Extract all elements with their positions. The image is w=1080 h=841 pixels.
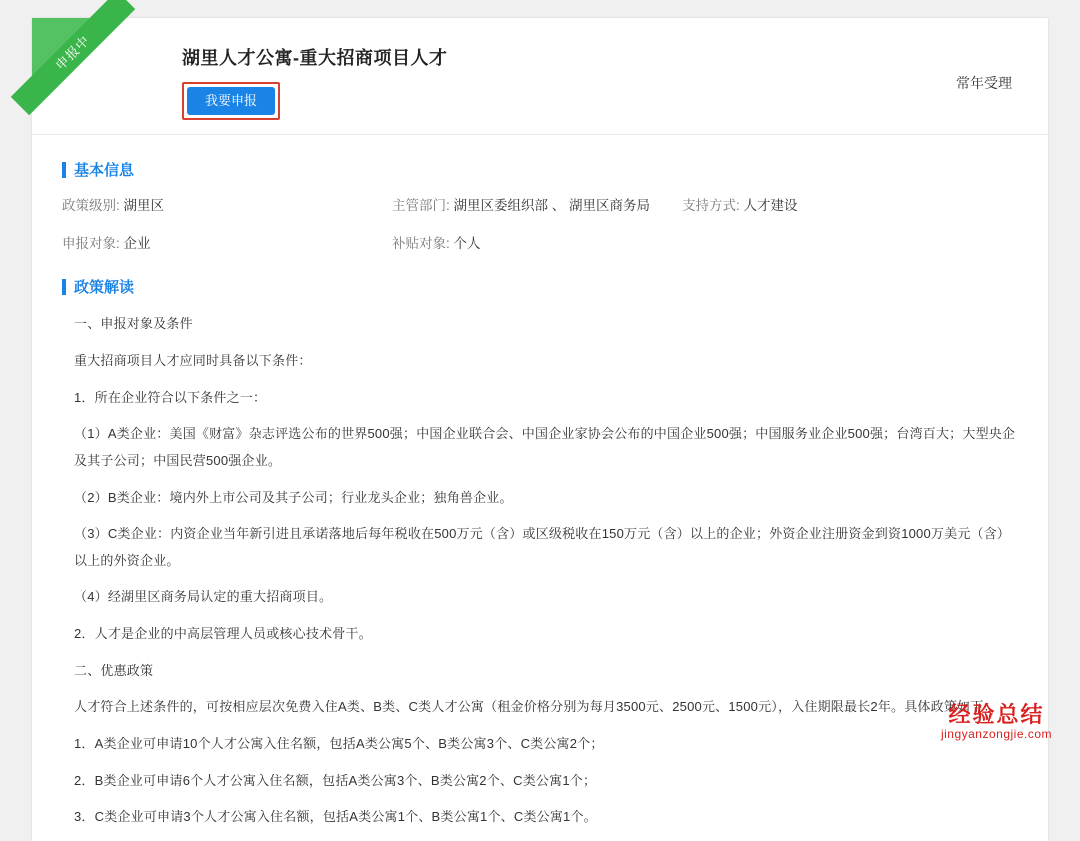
- section-label-policy: 政策解读: [74, 279, 135, 297]
- policy-paragraph: 二、优惠政策: [74, 662, 154, 678]
- policy-paragraph: （2）B类企业：境内外上市公司及其子公司；行业龙头企业；独角兽企业。: [74, 489, 513, 505]
- basic-info-grid: [62, 194, 1048, 252]
- card-header: [32, 18, 1048, 135]
- info-cell-subsidy-target: [392, 232, 682, 252]
- info-key: 主管部门:: [392, 198, 450, 214]
- info-key: 支持方式:: [682, 198, 740, 214]
- section-label-basic-info: 基本信息: [74, 162, 135, 180]
- section-title-policy: [62, 276, 1048, 297]
- policy-paragraph: 人才符合上述条件的，可按相应层次免费入住A类、B类、C类人才公寓（租金价格分别为每月3500元、2500元、1500元），入住期限最长2年。具体政策如下：: [74, 699, 997, 715]
- info-cell-applicant-type: [62, 232, 392, 252]
- policy-paragraph: （3）C类企业：内资企业当年新引进且承诺落地后每年税收在500万元（含）或区级税收在150万元（含）以上的企业；外资企业注册资金到资1000万美元（含）以上的外资企业。: [74, 526, 1011, 568]
- info-key: 申报对象:: [62, 236, 120, 252]
- policy-paragraph: 2．人才是企业的中高层管理人员或核心技术骨干。: [74, 626, 372, 642]
- policy-paragraph: 3．C类企业可申请3个人才公寓入住名额，包括A类公寓1个、B类公寓1个、C类公寓1个。: [74, 809, 597, 825]
- policy-content: [74, 311, 1018, 831]
- policy-paragraph: （4）经湖里区商务局认定的重大招商项目。: [74, 589, 333, 605]
- info-cell-support-type: [682, 194, 982, 214]
- info-value: 湖里区委组织部 、 湖里区商务局: [453, 198, 651, 214]
- watermark-sub-text: jingyanzongjie.com: [940, 727, 1052, 741]
- watermark: [941, 703, 1052, 741]
- info-value: 企业: [123, 236, 151, 252]
- policy-card: [32, 18, 1048, 841]
- info-key: 政策级别:: [62, 198, 120, 214]
- ribbon-label: 申报中: [11, 0, 135, 115]
- policy-paragraph: 一、申报对象及条件: [74, 316, 193, 332]
- apply-button-highlight: [182, 82, 280, 120]
- info-key: 补贴对象:: [392, 236, 450, 252]
- policy-paragraph: 2．B类企业可申请6个人才公寓入住名额，包括A类公寓3个、B类公寓2个、C类公寓1个；: [74, 772, 597, 788]
- info-value: 人才建设: [743, 198, 798, 214]
- info-cell-authority: [392, 194, 682, 214]
- page-title: 湖里人才公寓-重大招商项目人才: [182, 48, 448, 68]
- info-row: [62, 194, 1048, 214]
- watermark-main-text: 经验总结: [948, 701, 1045, 727]
- info-cell-empty: [682, 232, 982, 252]
- section-bar-icon: [62, 279, 66, 295]
- info-cell-policy-level: [62, 194, 392, 214]
- section-bar-icon: [62, 162, 66, 178]
- policy-paragraph: 重大招商项目人才应同时具备以下条件：: [74, 352, 312, 368]
- info-row: [62, 232, 1048, 252]
- section-title-basic-info: [62, 159, 1048, 180]
- acceptance-status: 常年受理: [956, 75, 1012, 91]
- apply-button[interactable]: 我要申报: [187, 87, 275, 115]
- policy-paragraph: 1．所在企业符合以下条件之一：: [74, 389, 267, 405]
- info-value: 湖里区: [123, 198, 165, 214]
- policy-paragraph: （1）A类企业：美国《财富》杂志评选公布的世界500强；中国企业联合会、中国企业家协会公布的中国企业500强；中国服务业企业500强；台湾百大；大型央企及其子公司；中国民营500强企业。: [74, 426, 1016, 468]
- info-value: 个人: [453, 236, 481, 252]
- policy-paragraph: 1．A类企业可申请10个人才公寓入住名额，包括A类公寓5个、B类公寓3个、C类公寓2个；: [74, 735, 604, 751]
